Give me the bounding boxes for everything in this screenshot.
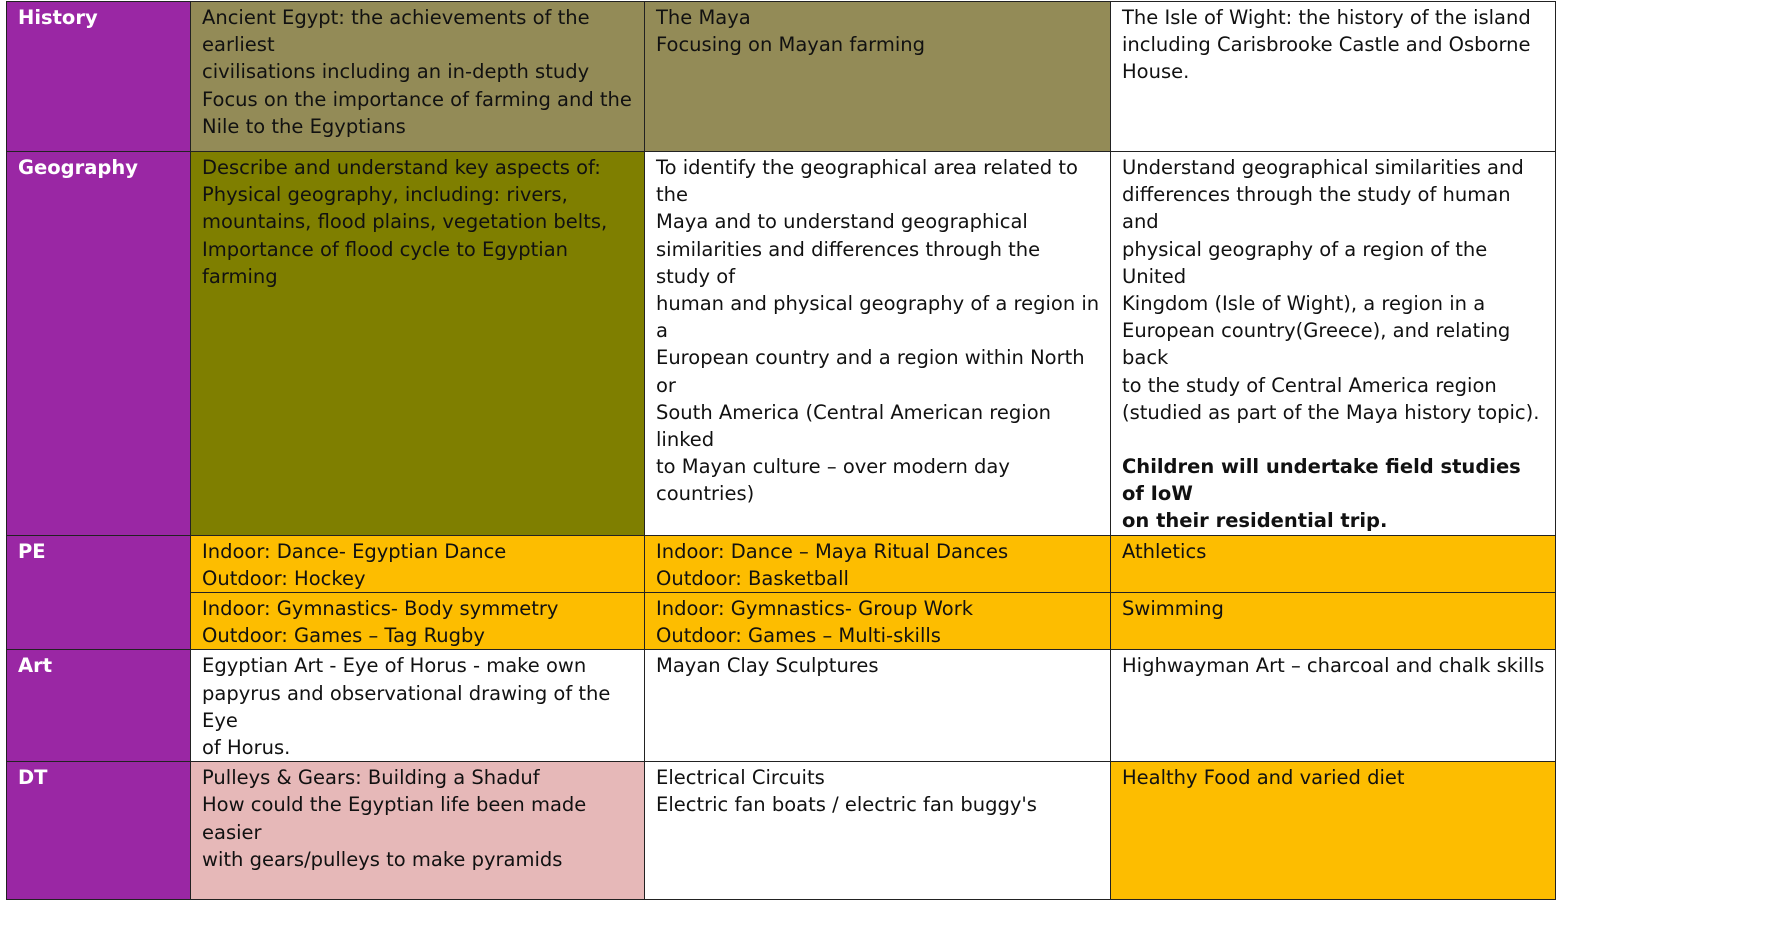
geography-row	[7, 152, 1556, 536]
subject-cell-art: Art	[7, 650, 191, 762]
text-line: Understand geographical similarities and	[1122, 156, 1524, 179]
subject-cell-dt: DT	[7, 762, 191, 900]
text-line: South America (Central American region linked	[656, 400, 1058, 452]
text-line: Ancient Egypt: the achievements of the earliest	[202, 6, 596, 57]
text-line: European country(Greece), and relating back	[1122, 319, 1517, 370]
text-line: physical geography of a region of the United	[1122, 237, 1494, 288]
pe-maya-cell-2	[645, 593, 1111, 650]
text-line: Pulleys & Gears: Building a Shaduf	[202, 766, 540, 790]
text-line: similarities and differences through the study of	[656, 237, 1047, 288]
text-line: Outdoor: Hockey	[202, 566, 366, 590]
text-line: Focusing on Mayan farming	[656, 33, 925, 57]
text-line: Electrical Circuits	[656, 766, 825, 790]
history-egypt-cell	[191, 2, 645, 152]
geography-maya-cell	[645, 152, 1111, 536]
pe-row-1	[7, 535, 1556, 592]
text-line: Outdoor: Games – Multi-skills	[656, 624, 941, 648]
pe-egypt-cell-1	[191, 535, 645, 592]
geography-iow-cell	[1111, 152, 1556, 536]
text-line: (studied as part of the Maya history topic).	[1122, 400, 1540, 424]
pe-egypt-cell-2	[191, 593, 645, 650]
text-line: Importance of flood cycle to Egyptian farming	[202, 237, 575, 288]
text-line: to Mayan culture – over modern day countries)	[656, 455, 1017, 506]
text-line: Indoor: Gymnastics- Group Work	[656, 597, 974, 621]
art-maya-cell	[645, 650, 1111, 762]
dt-maya-cell	[645, 762, 1111, 900]
text-line: Indoor: Gymnastics- Body symmetry	[202, 597, 559, 621]
field-study-note: Children will undertake field studies of IoW	[1122, 455, 1528, 506]
pe-iow-cell-2	[1111, 593, 1556, 650]
text-line: Swimming	[1122, 597, 1224, 621]
text-line: Focus on the importance of farming and the	[202, 87, 632, 111]
text-line: House.	[1122, 60, 1190, 84]
text-line: differences through the study of human and	[1122, 183, 1517, 234]
text-line: mountains, flood plains, vegetation belts,	[202, 210, 608, 234]
text-line: Highwayman Art – charcoal and chalk skills	[1122, 654, 1545, 678]
text-line: Electric fan boats / electric fan buggy's	[656, 793, 1037, 817]
dt-row	[7, 762, 1556, 900]
text-line: Egyptian Art - Eye of Horus - make own	[202, 654, 587, 678]
text-line: Physical geography, including: rivers,	[202, 183, 568, 207]
text-line: The Isle of Wight: the history of the island	[1122, 6, 1531, 29]
text-line: Kingdom (Isle of Wight), a region in a	[1122, 292, 1486, 316]
curriculum-table	[6, 1, 1556, 900]
subject-cell-pe: PE	[7, 535, 191, 650]
text-line: with gears/pulleys to make pyramids	[202, 847, 563, 871]
text-line: Maya and to understand geographical	[656, 210, 1028, 234]
text-line: European country and a region within North or	[656, 346, 1091, 397]
text-line: human and physical geography of a region in a	[656, 292, 1106, 343]
text-line: Describe and understand key aspects of:	[202, 156, 601, 179]
text-line: Indoor: Dance- Egyptian Dance	[202, 539, 507, 563]
text-line: Healthy Food and varied diet	[1122, 766, 1405, 790]
art-egypt-cell	[191, 650, 645, 762]
text-line: Athletics	[1122, 539, 1207, 563]
subject-cell-history: History	[7, 2, 191, 152]
art-row	[7, 650, 1556, 762]
text-line: Indoor: Dance – Maya Ritual Dances	[656, 539, 1009, 563]
text-line: to the study of Central America region	[1122, 373, 1497, 397]
history-iow-cell	[1111, 2, 1556, 152]
text-line: civilisations including an in-depth study	[202, 60, 590, 84]
geography-egypt-cell	[191, 152, 645, 536]
field-study-note: on their residential trip.	[1122, 509, 1388, 533]
text-line: of Horus.	[202, 736, 291, 760]
pe-maya-cell-1	[645, 535, 1111, 592]
text-line: To identify the geographical area related to the	[656, 156, 1085, 207]
text-line: How could the Egyptian life been made easier	[202, 793, 593, 844]
text-line: Outdoor: Basketball	[656, 566, 849, 590]
text-line: Nile to the Egyptians	[202, 114, 406, 138]
history-maya-cell	[645, 2, 1111, 152]
dt-egypt-cell	[191, 762, 645, 900]
text-line: papyrus and observational drawing of the Eye	[202, 681, 617, 732]
subject-cell-geography: Geography	[7, 152, 191, 536]
text-line: including Carisbrooke Castle and Osborne	[1122, 33, 1531, 57]
text-line: The Maya	[656, 6, 751, 29]
dt-iow-cell	[1111, 762, 1556, 900]
history-row	[7, 2, 1556, 152]
pe-row-2	[7, 593, 1556, 650]
pe-iow-cell-1	[1111, 535, 1556, 592]
art-iow-cell	[1111, 650, 1556, 762]
text-line: Mayan Clay Sculptures	[656, 654, 879, 678]
text-line: Outdoor: Games – Tag Rugby	[202, 624, 485, 648]
